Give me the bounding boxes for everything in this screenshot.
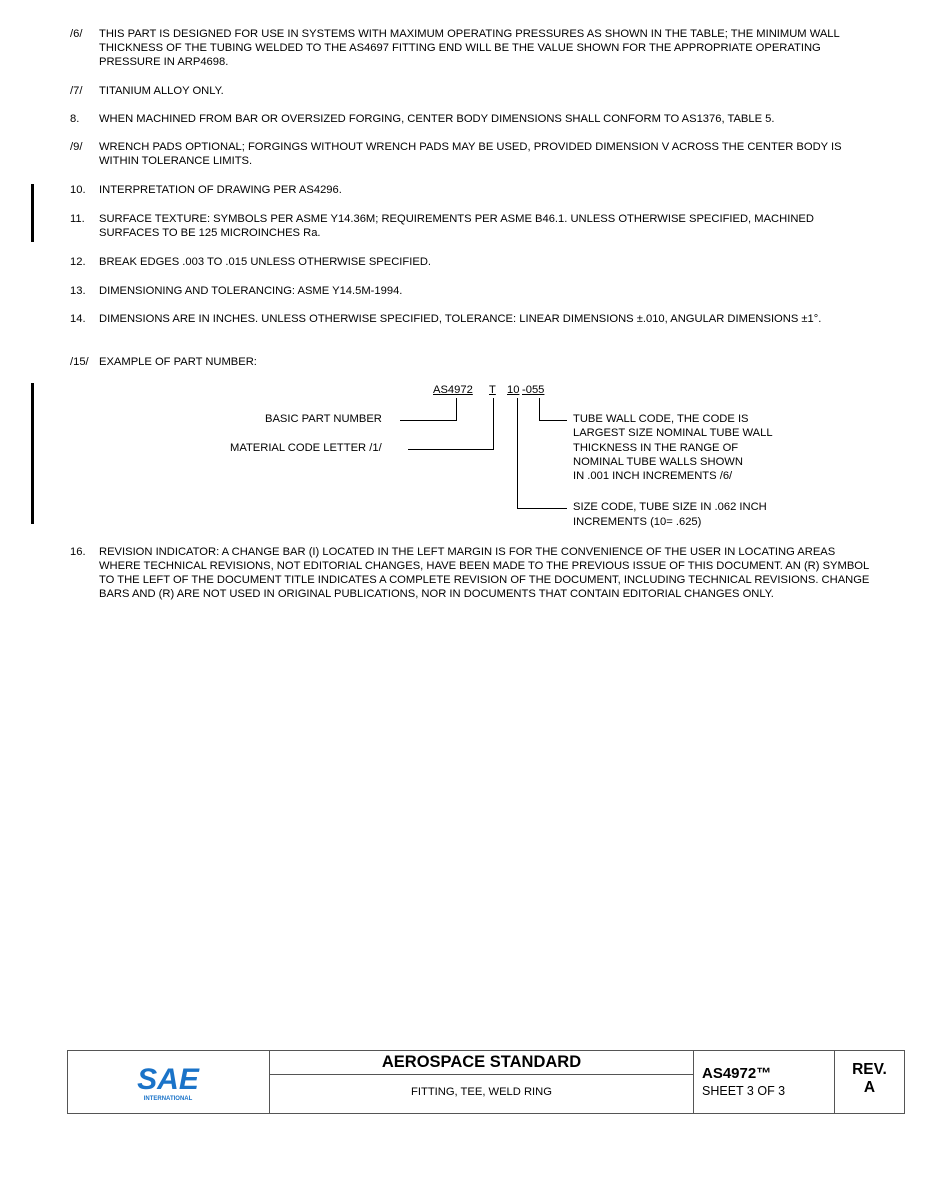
note-number: 10.	[70, 184, 86, 196]
logo-subtext: INTERNATIONAL	[143, 1096, 193, 1102]
note-number: /7/	[70, 85, 83, 97]
doc-number-cell	[694, 1051, 835, 1113]
leader-line	[456, 398, 457, 420]
title-block	[67, 1050, 905, 1114]
note-text: WRENCH PADS OPTIONAL; FORGINGS WITHOUT WRENCH PADS MAY BE USED, PROVIDED DIMENSION V ACROSS THE CENTER BODY IS WITHIN TOLERANCE LIMITS.	[99, 141, 842, 167]
note-text: TITANIUM ALLOY ONLY.	[99, 85, 224, 97]
pn-wall: -055	[522, 384, 545, 396]
note-11	[70, 212, 870, 240]
note-number: 12.	[70, 256, 86, 268]
note-text: DIMENSIONING AND TOLERANCING: ASME Y14.5M-1994.	[99, 285, 403, 297]
note-number: 16.	[70, 546, 86, 558]
pn-basic: AS4972	[433, 384, 473, 396]
note-number: /6/	[70, 28, 83, 40]
label-material-code: MATERIAL CODE LETTER /1/	[230, 442, 382, 454]
note-15	[70, 355, 870, 369]
note-number: 13.	[70, 285, 86, 297]
note-16	[70, 545, 870, 601]
leader-line	[539, 398, 540, 420]
note-number: /15/	[70, 356, 89, 368]
label-basic-part-number: BASIC PART NUMBER	[265, 413, 382, 425]
change-bar	[31, 383, 34, 524]
note-text: BREAK EDGES .003 TO .015 UNLESS OTHERWISE SPECIFIED.	[99, 256, 432, 268]
leader-line	[517, 508, 567, 509]
note-9	[70, 140, 870, 168]
note-7	[70, 84, 870, 98]
leader-line	[539, 420, 567, 421]
note-text: THIS PART IS DESIGNED FOR USE IN SYSTEMS WITH MAXIMUM OPERATING PRESSURES AS SHOWN IN THE TABLE; THE MINIMUM WALL THICKNESS OF THE TUBING WELDED TO THE AS4697 FITTING END WILL BE THE VALUE SHOWN FOR THE APPROPRIATE OPERATING PRESSURE IN ARP4698.	[99, 28, 840, 68]
leader-line	[493, 398, 494, 449]
pn-size: 10	[507, 384, 520, 396]
sheet-number: SHEET 3 OF 3	[702, 1084, 786, 1098]
note-number: /9/	[70, 141, 83, 153]
note-14	[70, 312, 870, 326]
rev-label: REV.	[852, 1061, 887, 1078]
note-text: WHEN MACHINED FROM BAR OR OVERSIZED FORGING, CENTER BODY DIMENSIONS SHALL CONFORM TO AS1376, TABLE 5.	[99, 113, 775, 125]
part-title: FITTING, TEE, WELD RING	[411, 1086, 552, 1098]
change-bar	[31, 184, 34, 242]
pn-material: T	[489, 384, 496, 396]
revision-cell	[835, 1051, 904, 1113]
label-size-code-1: SIZE CODE, TUBE SIZE IN .062 INCH	[573, 501, 767, 513]
note-text: DIMENSIONS ARE IN INCHES. UNLESS OTHERWISE SPECIFIED, TOLERANCE: LINEAR DIMENSIONS ±.010, ANGULAR DIMENSIONS ±1°.	[99, 313, 822, 325]
note-number: 8.	[70, 113, 80, 125]
note-number: 11.	[70, 213, 85, 225]
note-6	[70, 27, 870, 69]
note-number: 14.	[70, 313, 86, 325]
note-text: REVISION INDICATOR: A CHANGE BAR (I) LOCATED IN THE LEFT MARGIN IS FOR THE CONVENIENCE OF THE USER IN LOCATING AREAS WHERE TECHNICAL REVISIONS, NOT EDITORIAL CHANGES, HAVE BEEN MADE TO THE PREVIOUS ISSUE OF THIS DOCUMENT. AN (R) SYMBOL TO THE LEFT OF THE DOCUMENT TITLE INDICATES A COMPLETE REVISION OF THE DOCUMENT, INCLUDING TECHNICAL REVISIONS. CHANGE BARS AND (R) ARE NOT USED IN ORIGINAL PUBLICATIONS, NOR IN DOCUMENTS THAT CONTAIN EDITORIAL CHANGES ONLY.	[99, 546, 870, 600]
note-text: SURFACE TEXTURE: SYMBOLS PER ASME Y14.36M; REQUIREMENTS PER ASME B46.1. UNLESS OTHERWISE SPECIFIED, MACHINED SURFACES TO BE 125 MICROINCHES Ra.	[99, 213, 814, 239]
note-8	[70, 112, 870, 126]
note-12	[70, 255, 870, 269]
logo-cell	[68, 1051, 270, 1113]
label-wall-code-2: LARGEST SIZE NOMINAL TUBE WALL	[573, 427, 773, 439]
note-10	[70, 183, 870, 197]
title-cell	[270, 1051, 694, 1113]
logo-text: SAE	[137, 1063, 199, 1096]
label-size-code-2: INCREMENTS (10= .625)	[573, 516, 702, 528]
standard-title: AEROSPACE STANDARD	[270, 1051, 693, 1075]
label-wall-code-4: NOMINAL TUBE WALLS SHOWN	[573, 456, 743, 468]
leader-line	[408, 449, 494, 450]
note-13	[70, 284, 870, 298]
doc-number: AS4972™	[702, 1065, 772, 1082]
revision-label	[835, 1061, 904, 1097]
label-wall-code-5: IN .001 INCH INCREMENTS /6/	[573, 470, 733, 482]
rev-value: A	[863, 1079, 876, 1096]
note-text: INTERPRETATION OF DRAWING PER AS4296.	[99, 184, 342, 196]
leader-line	[400, 420, 457, 421]
note-text: EXAMPLE OF PART NUMBER:	[99, 356, 257, 368]
label-wall-code-1: TUBE WALL CODE, THE CODE IS	[573, 413, 749, 425]
label-wall-code-3: THICKNESS IN THE RANGE OF	[573, 442, 739, 454]
sae-logo-icon	[136, 1061, 200, 1103]
leader-line	[517, 398, 518, 508]
